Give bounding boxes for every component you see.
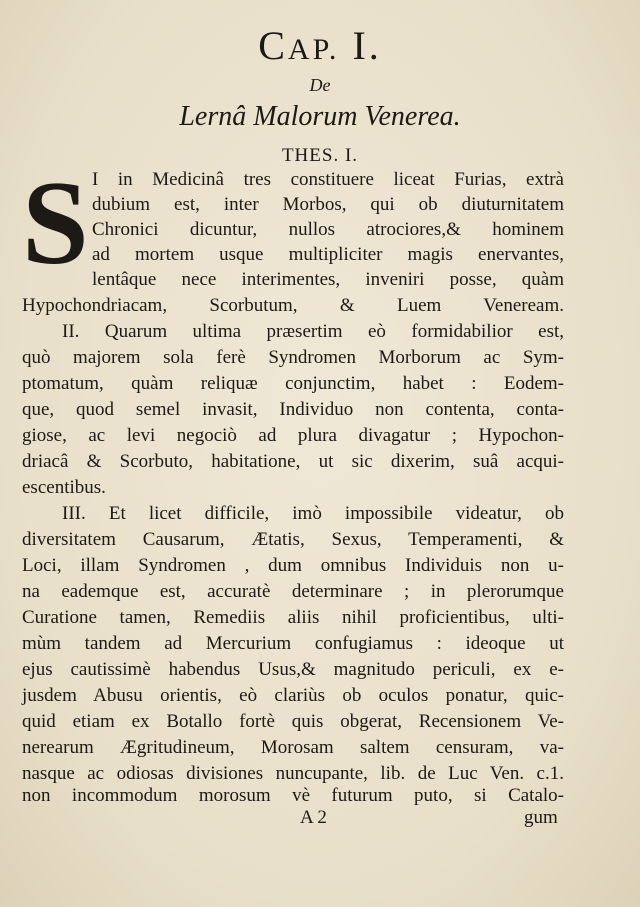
- text-line: ejus cautissimè habendus Usus,& magnitudo periculi, ex e-: [22, 659, 564, 680]
- signature-mark: A 2: [300, 807, 327, 828]
- text-line: na eademque est, accuratè determinare ; in plerorumque: [22, 581, 564, 602]
- text-line: III. Et licet difficile, imò impossibile videatur, ob: [62, 503, 564, 524]
- text-line: lentâque nece interimentes, inveniri posse, quàm: [92, 269, 564, 290]
- text-line: driacâ & Scorbuto, habitatione, ut sic dixerim, suâ acqui-: [22, 451, 564, 472]
- text-line: nerearum Ægritudineum, Morosam saltem censuram, va-: [22, 737, 564, 758]
- chapter-number: I.: [352, 23, 382, 68]
- text-line: Curatione tamen, Remediis aliis nihil proficientibus, ulti-: [22, 607, 564, 628]
- text-line: que, quod semel invasit, Individuo non contenta, conta-: [22, 399, 564, 420]
- text-line: quò majorem sola ferè Syndromen Morborum ac Sym-: [22, 347, 564, 368]
- text-line: dubium est, inter Morbos, qui ob diuturnitatem: [92, 194, 564, 215]
- text-line: nasque ac odiosas divisiones nuncupante, lib. de Luc Ven. c.1.: [22, 763, 564, 784]
- chapter-cap-rest: AP.: [287, 33, 340, 66]
- text-line: jusdem Abusu orientis, eò clariùs ob oculos ponatur, quic-: [22, 685, 564, 706]
- chapter-title: Lernâ Malorum Venerea.: [179, 101, 461, 132]
- catchword: gum: [524, 807, 558, 828]
- text-line: II. Quarum ultima præsertim eò formidabilior est,: [62, 321, 564, 342]
- text-line: Chronici dicuntur, nullos atrociores,& hominem: [92, 219, 564, 240]
- chapter-heading: [0, 22, 640, 74]
- text-line: Hypochondriacam, Scorbutum, & Luem Veneream.: [22, 295, 564, 316]
- text-line: non incommodum morosum vè futurum puto, si Catalo-: [22, 785, 564, 806]
- text-line: I in Medicinâ tres constituere liceat Furias, extrà: [92, 169, 564, 190]
- text-line: giose, ac levi negociò ad plura divagatur ; Hypochon-: [22, 425, 564, 446]
- text-line: escentibus.: [22, 477, 106, 498]
- text-line: mùm tandem ad Mercurium confugiamus : ideoque ut: [22, 633, 564, 654]
- drop-cap-letter: S: [22, 156, 89, 289]
- text-line: quid etiam ex Botallo fortè quis obgerat, Recensionem Ve-: [22, 711, 564, 732]
- chapter-cap-letter: C: [258, 23, 288, 68]
- thesis-heading: THES. I.: [281, 145, 359, 166]
- text-line: ad mortem usque multipliciter magis enervantes,: [92, 244, 564, 265]
- text-line: diversitatem Causarum, Ætatis, Sexus, Temperamenti, &: [22, 529, 564, 550]
- text-line: ptomatum, quàm reliquæ conjunctim, habet : Eodem-: [22, 373, 564, 394]
- text-line: Loci, illam Syndromen , dum omnibus Individuis non u-: [22, 555, 564, 576]
- chapter-subtitle-de: De: [309, 75, 331, 95]
